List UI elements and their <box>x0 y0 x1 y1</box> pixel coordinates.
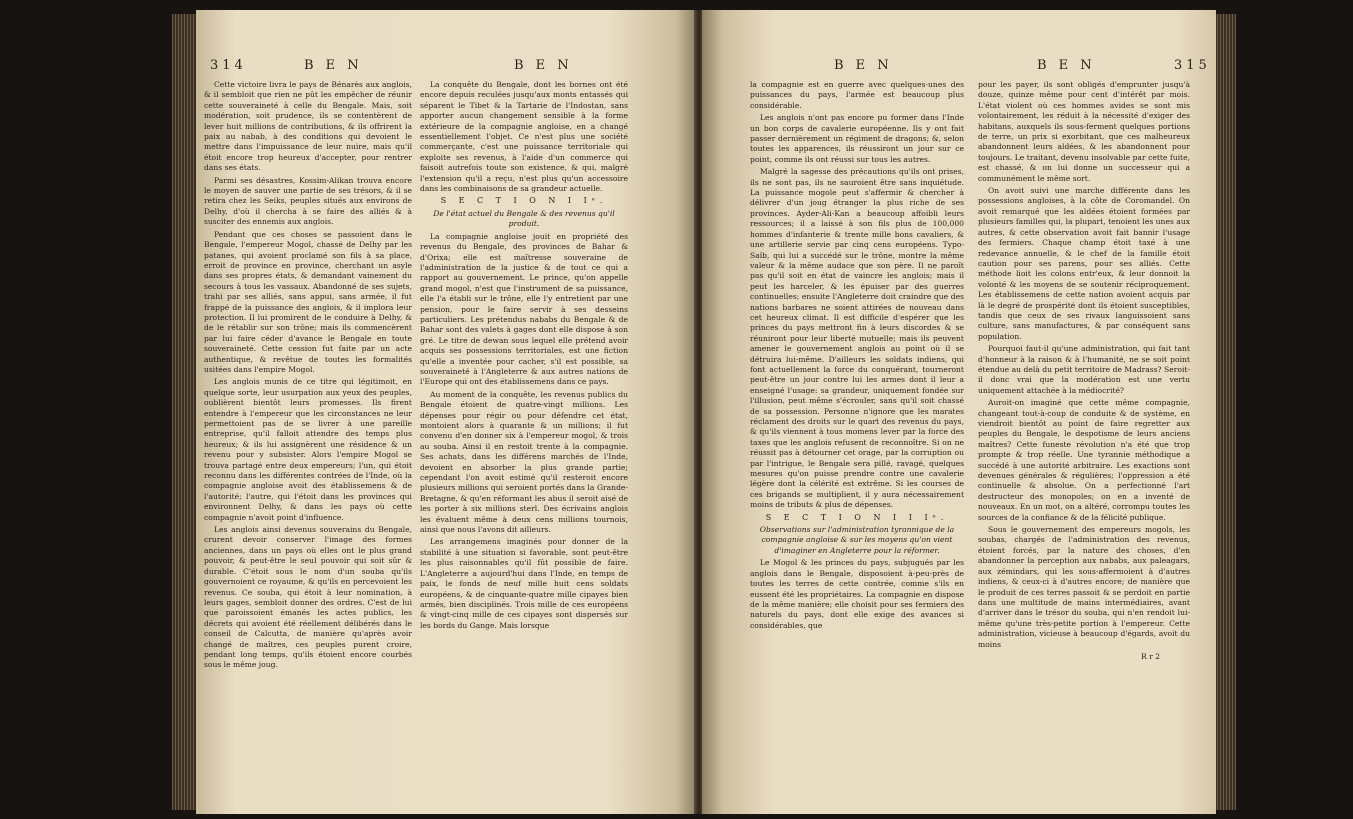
right-page-edges <box>1214 14 1236 810</box>
paragraph: Parmi ses désastres, Kossim-Alikan trouva encore le moyen de sauver une partie de ses trésors, & il se retira chez les Seiks, peuples situés aux environs de Delhy, d'où il chercha à se faire des alliés & à susciter des ennemis aux anglois. <box>204 175 412 227</box>
section-subtitle: De l'état actuel du Bengale & des revenus qu'il produit. <box>433 208 615 229</box>
left-page <box>196 10 696 814</box>
left-running-title-col2: B E N <box>514 58 573 73</box>
paragraph: La conquête du Bengale, dont les bornes ont été encore depuis reculées jusqu'aux monts entassés qui séparent le Tibet & la Tartarie de l'Indostan, sans apporter aucun changement sensible à la forme extérieure de la compagnie angloise, en a changé essentiellement l'objet. Ce n'est plus une société commerçante, c'est une puissance territoriale qui exploite ses revenus, à l'aide d'un commerce qui faisoit autrefois toute son existence, & qui, malgré l'extension qu'il a reçu, n'est plus qu'un accessoire dans les combinaisons de sa grandeur actuelle. <box>420 80 628 194</box>
paragraph: On avoit suivi une marche différente dans les possessions angloises, à la côte de Coromandel. On avoit remarqué que les aldées étoient formées par plusieurs familles qui, la plupart, tenoient les unes aux autres, & cette observation avoit fait bannir l'usage des fermiers. Chaque champ étoit taxé à une redevance annuelle, & le chef de la famille étoit caution pour ses parens, pour ses alliés. Cette méthode lioit les colons entr'eux, & leur donnoit la volonté & les moyens de se soutenir réciproquement. Les établissemens de cette nation avoient acquis par là le degré de prospérité dont ils étoient susceptibles, tandis que ceux de ses rivaux languissoient sans culture, sans manufactures, & par conséquent sans population. <box>978 186 1190 341</box>
paragraph: Les arrangemens imaginés pour donner de la stabilité à une situation si favorable, sont peut-être les plus raisonnables qu'il fût possible de faire. L'Angleterre a aujourd'hui dans l'Inde, en temps de paix, le fonds de neuf mille huit cens soldats européens, & de cinquante-quatre mille cipayes bien armés, bien disciplinés. Trois mille de ces européens & vingt-cinq mille de ces cipayes sont dispersés sur les bords du Gange. Mais lorsque <box>420 537 628 630</box>
left-running-title: B E N <box>304 58 363 73</box>
right-page-number: 315 <box>1174 58 1211 73</box>
right-running-title: B E N <box>1037 58 1096 73</box>
paragraph: Le Mogol & les princes du pays, subjugués par les anglois dans le Bengale, disposoient à-peu-près de toutes les terres de cette contrée, comme s'ils en eussent été les propriétaires. La compagnie en dispose de la même manière; elle choisit pour ses fermiers des naturels du pays, dont elle exige des avances si considérables, que <box>750 558 964 630</box>
paragraph: Auroit-on imaginé que cette même compagnie, changeant tout-à-coup de conduite & de système, en viendroit bientôt au point de faire regretter aux peuples du Bengale, le despotisme de leurs anciens maîtres? Cette funeste révolution n'a été que trop prompte & trop réelle. Une tyrannie méthodique a succédé à une autorité arbitraire. Les exactions sont devenues générales & régulières; l'oppression a été continuelle & absolue. On a perfectionné l'art destructeur des monopoles; on en a inventé de nouveaux. En un mot, on a altéré, corrompu toutes les sources de la confiance & de la félicité publique. <box>978 398 1190 522</box>
right-column-2 <box>978 80 1190 664</box>
paragraph: la compagnie est en guerre avec quelques-unes des puissances du pays, l'armée est beaucoup plus considérable. <box>750 80 964 110</box>
paragraph: Cette victoire livra le pays de Bénarès aux anglois, & il sembloit que rien ne pût les empêcher de réunir cette souveraineté à celle du Bengale. Mais, soit modération, soit prudence, ils se contentèrent de lever huit millions de contributions, & ils offrirent la paix au nabab, à des conditions qui devoient le mettre dans l'impuissance de leur nuire, mais qu'il étoit encore trop heureux d'accepter, pour rentrer dans ses états. <box>204 80 412 173</box>
right-column-1 <box>750 80 964 633</box>
paragraph: Les anglois n'ont pas encore pu former dans l'Inde un bon corps de cavalerie européenne. Ils y ont fait passer dernièrement un régiment de dragons; &, selon toutes les apparences, ils réussiront un jour sur ce point, comme ils ont réussi sur tous les autres. <box>750 113 964 164</box>
left-page-edges <box>172 14 198 810</box>
paragraph: Les anglois ainsi devenus souverains du Bengale, crurent devoir conserver l'image des formes anciennes, dans un pays où elles ont le plus grand pouvoir, & peut-être le seul pouvoir qui soit sûr & durable. C'étoit sous le nom d'un souba qu'ils gouvernoient ce royaume, & qu'ils en percevoient les revenus. Ce souba, qui étoit à leur nomination, à leurs gages, sembloit donner des ordres. C'est de lui que paroissoient émanés les actes publics, les décrets qui avoient été réellement délibérés dans le conseil de Calcutta, de manière qu'après avoir changé de maîtres, ces peuples purent croire, pendant long temps, qu'ils étoient encore courbés sous le même joug. <box>204 525 412 670</box>
section-subtitle: Observations sur l'administration tyrannique de la compagnie angloise & sur les moyens qu'on vient d'imaginer en Angleterre pour la réformer. <box>759 525 955 555</box>
left-page-number: 314 <box>210 58 247 73</box>
section-title: S E C T I O N I Iᵉ. <box>440 196 608 206</box>
paragraph: Malgré la sagesse des précautions qu'ils ont prises, ils ne sont pas, ils ne sauroient être sans inquiétude. La puissance mogole peut s'affermir & chercher à délivrer d'un joug étranger la plus riche de ses provinces. Ayder-Ali-Kan a beaucoup affoibli leurs ressources; il a laissé à son fils plus de 100,000 hommes d'infanterie & trente mille bons cavaliers, & une artillerie servie par cinq cens européens. Typo-Saïb, qui lui a succédé sur le trône, montre la même valeur & la même audace que son père. Il ne paroît pas qu'il soit en état de vaincre les anglois; mais il peut les harceler, & les épuiser par des guerres continuelles; ensuite l'Angleterre doit craindre que des nations barbares ne soient attirées de nouveau dans cet heureux climat. Il est difficile d'espérer que les princes du pays mettront fin à leurs discordes & se réuniront pour leur liberté mutuelle; mais ils peuvent amener le gouvernement anglois au point où il se détruira lui-même. D'ailleurs les soldats indiens, qui font actuellement la force du conquérant, tourneront peut-être un jour contre lui les armes dont il leur a enseigné l'usage: sa grandeur, uniquement fondée sur l'illusion, peut même s'écrouler, sans qu'il soit chassé de sa possession. Personne n'ignore que les marates réclament des droits sur le quart des revenus du pays, & qu'ils viennent à tous momens lever par la force des taxes que les anglois refusent de reconnoître. Si on ne réussit pas à détourner cet orage, par la corruption ou par l'intrigue, le Bengale sera pillé, ravagé, quelques mesures qu'on puisse prendre contre une cavalerie légère dont la célérité est extrême. Si les courses de ces brigands se multiplient, il y aura nécessairement moins de tributs & plus de dépenses. <box>750 167 964 510</box>
paragraph: Les anglois munis de ce titre qui légitimoit, en quelque sorte, leur usurpation aux yeux des peuples, oublièrent bientôt leurs promesses. Ils firent entendre à l'empereur que les circonstances ne leur permettoient pas de se livrer à une pareille entreprise, qu'il falloit attendre des temps plus heureux; & ils lui assignèrent une résidence & un revenu pour y subsister. Alors l'empire Mogol se trouva partagé entre deux empereurs; l'un, qui étoit reconnu dans les différentes contrées de l'Inde, où la compagnie angloise avoit des établissemens & de l'autorité; l'autre, qui l'étoit dans les provinces qui environnent Delhy, & dans les pays où cette compagnie n'avoit point d'influence. <box>204 377 412 522</box>
section-title: S E C T I O N I I Iᵉ. <box>765 512 949 522</box>
paragraph: pour les payer, ils sont obligés d'emprunter jusqu'à douze, quinze même pour cent d'intérêt par mois. L'état violent où ces hommes avides se sont mis volontairement, les réduit à la nécessité d'exiger des habitans, auxquels ils sous-ferment quelques portions de terre, un prix si exorbitant, que ces malheureux abandonnent leurs aldées, & les abandonnent pour toujours. Le traitant, devenu insolvable par cette fuite, est chassé, & on lui donne un successeur qui a communément le même sort. <box>978 80 1190 183</box>
paragraph: Pendant que ces choses se passoient dans le Bengale, l'empereur Mogol, chassé de Delhy par les patanes, qui avoient proclamé son fils à sa place, erroit de province en province, cherchant un asyle dans ses propres états, & demandant vainement du secours à tous les vassaux. Abandonné de ses sujets, trahi par ses alliés, sans appui, sans armée, il fut frappé de la puissance des anglois, & il implora leur protection. Il lui promirent de le conduire à Delhy, & de le rétablir sur son trône; mais ils commencèrent par lui faire céder d'avance le Bengale en toute souveraineté. Cette cession fut faite par un acte authentique, & revêtue de toutes les formalités usitées dans l'empire Mogol. <box>204 229 412 374</box>
paragraph: Au moment de la conquête, les revenus publics du Bengale étoient de quatre-vingt millions. Les dépenses pour régir ou pour défendre cet état, montoient alors à quarante & un millions; il fut convenu d'en donner six à l'empereur mogol, & trois au souba. Ainsi il en restoit trente à la compagnie. Ses achats, dans les différens marchés de l'Inde, devoient en absorber la plus grande partie; cependant l'on avoit estimé qu'il resteroit encore plusieurs millions qui seroient portés dans la Grande-Bretagne, & qu'en réformant les abus il seroit aisé de les porter à six millions sterl. Des écrivains anglois les évaluent même à deux cens millions tournois, ainsi que nous l'avons dit ailleurs. <box>420 389 628 535</box>
left-column-1 <box>204 80 412 673</box>
paragraph: Sous le gouvernement des empereurs mogols, les soubas, chargés de l'administration des revenus, étoient forcés, par la nature des choses, d'en abandonner la perception aux nababs, aux paleagars, aux zémindars, qui les sous-affermoient à d'autres indiens, & ceux-ci à d'autres encore; de manière que le produit de ces terres passoit & se perdoit en partie dans une multitude de mains intermédiaires, avant d'arriver dans le trésor du souba, qui n'en rendoit lui-même qu'une très-petite portion à l'empereur. Cette administration, vicieuse à beaucoup d'égards, avoit du moins <box>978 525 1190 649</box>
left-column-2 <box>420 80 628 633</box>
paragraph: Pourquoi faut-il qu'une administration, qui fait tant d'honneur à la raison & à l'humanité, ne se soit point étendue au delà du petit territoire de Madrass? Seroit-il donc vrai que la modération est une vertu uniquement attachée à la médiocrité? <box>978 344 1190 395</box>
paragraph: La compagnie angloise jouit en propriété des revenus du Bengale, des provinces de Bahar & d'Orixa; elle est maîtresse souveraine de l'administration de la justice & de tout ce qui a rapport au gouvernement. Le prince, qu'on appelle grand mogol, n'est que l'instrument de sa puissance, elle l'a établi sur le trône, elle l'y entretient par une pension, pour le faire servir à ses desseins particuliers. Les prétendus nababs du Bengale & de Bahar sont des valets à gages dont elle dispose à son gré. Le titre de dewan sous lequel elle prétend avoir acquis ses possessions territoriales, est une fiction qu'elle a inventée pour cacher, s'il est possible, sa souveraineté à l'Angleterre & aux autres nations de l'Europe qui ont des établissemens dans ce pays. <box>420 231 628 387</box>
signature-mark: R r 2 <box>1140 651 1160 661</box>
right-page <box>702 10 1216 814</box>
right-running-title-col3: B E N <box>834 58 893 73</box>
